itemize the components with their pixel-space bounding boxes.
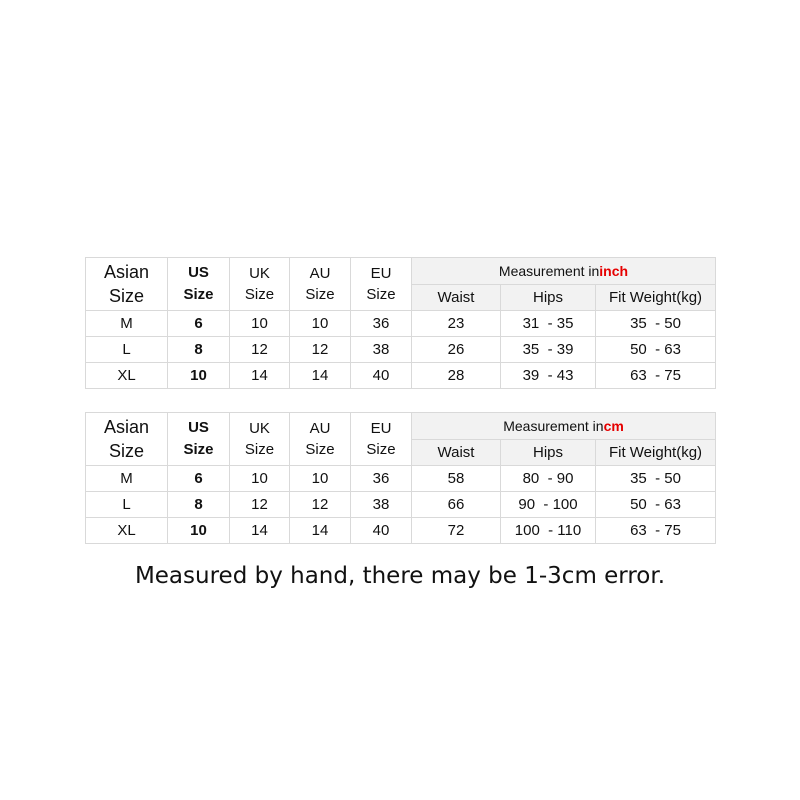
eu-size-header bbox=[351, 258, 412, 311]
asian-size-header bbox=[86, 413, 168, 466]
asian-size-header bbox=[86, 258, 168, 311]
fit-weight-cell: 63 - 75 bbox=[596, 363, 716, 389]
measurement-note: Measured by hand, there may be 1-3cm error. bbox=[134, 563, 666, 589]
hips-header: Hips bbox=[501, 285, 596, 311]
waist-cell: 26 bbox=[412, 337, 501, 363]
waist-cell: 58 bbox=[412, 466, 501, 492]
fit-weight-cell: 50 - 63 bbox=[596, 492, 716, 518]
fit-weight-header: Fit Weight(kg) bbox=[596, 440, 716, 466]
us-size-cell: 6 bbox=[168, 311, 230, 337]
hips-cell: 35 - 39 bbox=[501, 337, 596, 363]
measurement-unit: inch bbox=[599, 262, 629, 279]
us-size-header-line2: Size bbox=[183, 286, 214, 303]
uk-size-cell: 10 bbox=[230, 466, 290, 492]
uk-size-cell: 14 bbox=[230, 363, 290, 389]
uk-size-cell: 14 bbox=[230, 518, 290, 544]
asian-size-cell: M bbox=[86, 466, 168, 492]
eu-size-header bbox=[351, 413, 412, 466]
us-size-header bbox=[168, 413, 230, 466]
us-size-cell: 10 bbox=[168, 518, 230, 544]
au-size-cell: 10 bbox=[290, 311, 351, 337]
table-row bbox=[86, 311, 716, 337]
table-row bbox=[86, 518, 716, 544]
hips-cell: 90 - 100 bbox=[501, 492, 596, 518]
us-size-header-line2: Size bbox=[183, 441, 214, 458]
table-row bbox=[86, 466, 716, 492]
us-size-cell: 8 bbox=[168, 492, 230, 518]
eu-size-header-line2: Size bbox=[366, 441, 396, 458]
au-size-cell: 12 bbox=[290, 492, 351, 518]
uk-size-header-line2: Size bbox=[244, 441, 275, 458]
eu-size-cell: 40 bbox=[351, 518, 412, 544]
au-size-header-line2: Size bbox=[305, 441, 335, 458]
table-row bbox=[86, 363, 716, 389]
fit-weight-cell: 50 - 63 bbox=[596, 337, 716, 363]
waist-header: Waist bbox=[412, 440, 501, 466]
fit-weight-cell: 35 - 50 bbox=[596, 466, 716, 492]
uk-size-header bbox=[230, 413, 290, 466]
au-size-cell: 12 bbox=[290, 337, 351, 363]
us-size-cell: 10 bbox=[168, 363, 230, 389]
us-size-header bbox=[168, 258, 230, 311]
fit-weight-cell: 63 - 75 bbox=[596, 518, 716, 544]
eu-size-cell: 36 bbox=[351, 466, 412, 492]
waist-cell: 23 bbox=[412, 311, 501, 337]
measurement-unit: cm bbox=[603, 417, 624, 434]
uk-size-header bbox=[230, 258, 290, 311]
uk-size-cell: 12 bbox=[230, 337, 290, 363]
eu-size-cell: 38 bbox=[351, 337, 412, 363]
uk-size-header-line2: Size bbox=[244, 286, 275, 303]
au-size-cell: 14 bbox=[290, 518, 351, 544]
eu-size-header-line2: Size bbox=[366, 286, 396, 303]
au-size-header-line1: AU bbox=[309, 420, 331, 437]
uk-size-header-line1: UK bbox=[249, 265, 270, 282]
au-size-header bbox=[290, 258, 351, 311]
measurement-header bbox=[412, 258, 716, 285]
size-table-cm bbox=[85, 412, 716, 544]
asian-size-cell: L bbox=[86, 492, 168, 518]
eu-size-header-line1: EU bbox=[370, 265, 392, 282]
asian-size-header-line1: Asian bbox=[103, 417, 150, 437]
au-size-cell: 14 bbox=[290, 363, 351, 389]
waist-cell: 72 bbox=[412, 518, 501, 544]
waist-cell: 66 bbox=[412, 492, 501, 518]
hips-cell: 31 - 35 bbox=[501, 311, 596, 337]
hips-header: Hips bbox=[501, 440, 596, 466]
eu-size-header-line1: EU bbox=[370, 420, 392, 437]
us-size-cell: 6 bbox=[168, 466, 230, 492]
au-size-header-line1: AU bbox=[309, 265, 331, 282]
waist-cell: 28 bbox=[412, 363, 501, 389]
us-size-header-line1: US bbox=[188, 419, 209, 436]
au-size-cell: 10 bbox=[290, 466, 351, 492]
asian-size-cell: XL bbox=[86, 363, 168, 389]
hips-cell: 80 - 90 bbox=[501, 466, 596, 492]
hips-cell: 39 - 43 bbox=[501, 363, 596, 389]
asian-size-cell: XL bbox=[86, 518, 168, 544]
asian-size-cell: L bbox=[86, 337, 168, 363]
asian-size-header-line2: Size bbox=[108, 441, 144, 461]
asian-size-header-line2: Size bbox=[108, 286, 144, 306]
us-size-header-line1: US bbox=[188, 264, 209, 281]
uk-size-cell: 10 bbox=[230, 311, 290, 337]
header-row bbox=[86, 413, 716, 440]
asian-size-cell: M bbox=[86, 311, 168, 337]
asian-size-header-line1: Asian bbox=[103, 262, 150, 282]
table-row bbox=[86, 492, 716, 518]
fit-weight-header: Fit Weight(kg) bbox=[596, 285, 716, 311]
size-table-inch bbox=[85, 257, 716, 389]
us-size-cell: 8 bbox=[168, 337, 230, 363]
au-size-header bbox=[290, 413, 351, 466]
measurement-header-prefix: Measurement in bbox=[498, 262, 600, 279]
measurement-header-prefix: Measurement in bbox=[503, 417, 604, 434]
uk-size-cell: 12 bbox=[230, 492, 290, 518]
eu-size-cell: 36 bbox=[351, 311, 412, 337]
table-row bbox=[86, 337, 716, 363]
au-size-header-line2: Size bbox=[305, 286, 335, 303]
eu-size-cell: 40 bbox=[351, 363, 412, 389]
hips-cell: 100 - 110 bbox=[501, 518, 596, 544]
measurement-header bbox=[412, 413, 716, 440]
uk-size-header-line1: UK bbox=[249, 420, 270, 437]
waist-header: Waist bbox=[412, 285, 501, 311]
header-row bbox=[86, 258, 716, 285]
fit-weight-cell: 35 - 50 bbox=[596, 311, 716, 337]
eu-size-cell: 38 bbox=[351, 492, 412, 518]
